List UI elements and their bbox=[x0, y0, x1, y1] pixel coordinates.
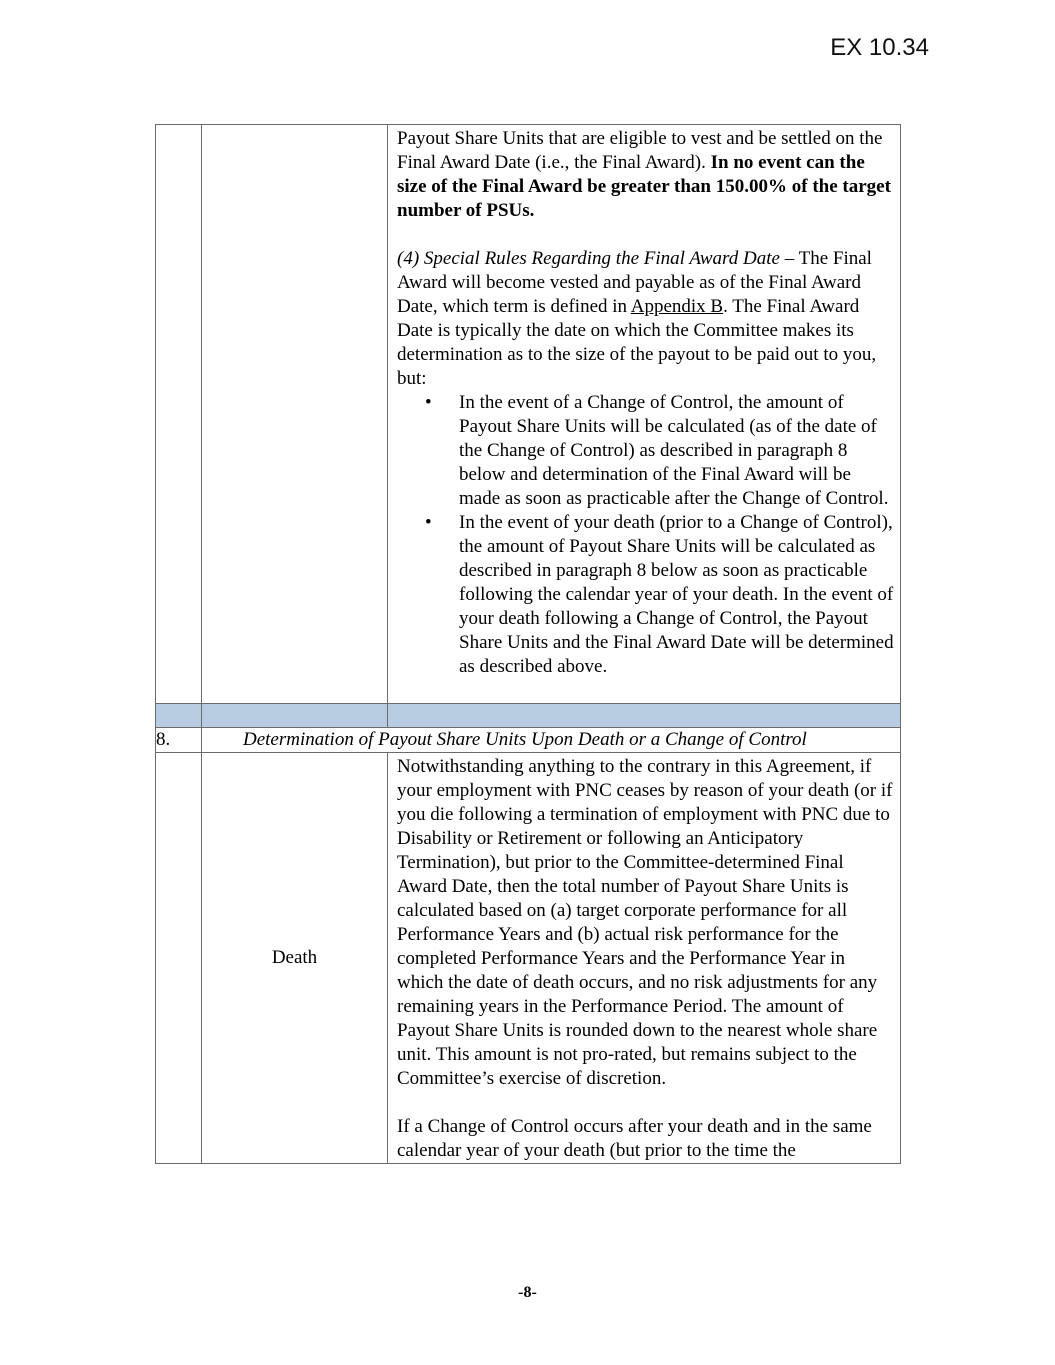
special-rules-paragraph bbox=[397, 247, 896, 391]
special-rules-heading: (4) Special Rules Regarding the Final Award Date bbox=[397, 248, 780, 269]
continued-number-cell bbox=[156, 125, 202, 704]
change-of-control-after-death-paragraph: If a Change of Control occurs after your death and in the same calendar year of your death (but prior to the time the bbox=[397, 1116, 872, 1161]
page-number: -8- bbox=[518, 1284, 537, 1301]
bullet-death: • In the event of your death (prior to a Change of Control), the amount of Payout Share Units will be calculated as described in paragraph 8 below as soon as practicable following the calendar year of your death. In the event of your death following a Change of Control, the Payout Share Units and the Final Award Date will be determined as described above. bbox=[459, 511, 896, 679]
appendix-b-link[interactable]: Appendix B bbox=[630, 296, 724, 317]
section-8-heading-row bbox=[156, 728, 901, 753]
death-row bbox=[156, 753, 901, 1164]
final-award-cap-text: In no event can the size of the Final Award be greater than 150.00% of the target number of PSUs. bbox=[397, 152, 891, 221]
shaded-separator-row bbox=[156, 704, 901, 728]
death-label: Death bbox=[202, 753, 388, 1164]
special-rules-text: – The Final Award will become vested and payable as of the Final Award Date, which term is defined in bbox=[397, 248, 872, 317]
exhibit-label: EX 10.34 bbox=[830, 34, 929, 61]
section-number: 8. bbox=[156, 728, 202, 753]
special-rules-rest: . The Final Award Date is typically the date on which the Committee makes its determination as to the size of the payout to be paid out to you, but: bbox=[397, 296, 877, 389]
section-title: Determination of Payout Share Units Upon Death or a Change of Control bbox=[243, 729, 807, 750]
death-text-cell bbox=[388, 753, 901, 1164]
section-title-cell bbox=[202, 728, 901, 753]
continued-label-cell bbox=[202, 125, 388, 704]
continued-row bbox=[156, 125, 901, 704]
death-paragraph: Notwithstanding anything to the contrary in this Agreement, if your employment with PNC ceases by reason of your death (or if you die following a termination of employment with PNC due to Disability or Retirement or following an Anticipatory Termination), but prior to the Committee-determined Final Award Date, then the total number of Payout Share Units is calculated based on (a) target corporate performance for all Performance Years and (b) actual risk performance for the completed Performance Years and the Performance Year in which the date of death occurs, and no risk adjustments for any remaining years in the Performance Period. The amount of Payout Share Units is rounded down to the nearest whole share unit. This amount is not pro-rated, but remains subject to the Committee’s exercise of discretion. bbox=[397, 756, 893, 1089]
bullet-change-of-control: • In the event of a Change of Control, the amount of Payout Share Units will be calculated (as of the date of the Change of Control) as described in paragraph 8 below and determination of the Final Award will be made as soon as practicable after the Change of Control. bbox=[459, 391, 896, 511]
final-award-intro: Payout Share Units that are eligible to vest and be settled on the Final Award Date (i.e., the Final Award). bbox=[397, 128, 883, 173]
continued-text-cell bbox=[388, 125, 901, 704]
final-award-paragraph bbox=[397, 127, 896, 223]
award-terms-table bbox=[155, 124, 901, 1164]
death-number-cell bbox=[156, 753, 202, 1164]
special-rules-bullets bbox=[397, 391, 896, 679]
